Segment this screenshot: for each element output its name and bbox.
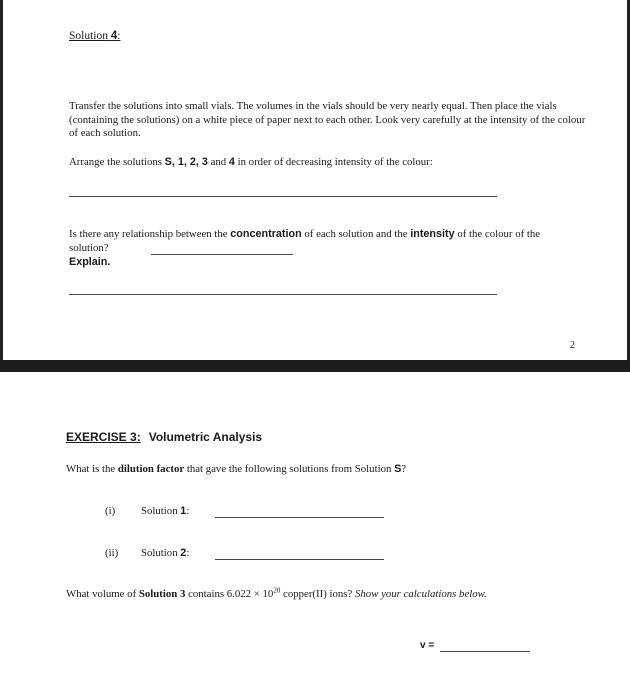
exercise-3-title: EXERCISE 3: Volumetric Analysis xyxy=(66,430,263,444)
solution-2-answer-line[interactable] xyxy=(215,559,384,560)
v-answer-line[interactable] xyxy=(440,651,530,652)
page-number: 2 xyxy=(570,340,575,351)
worksheet-page-bottom xyxy=(0,372,630,700)
dilution-question: What is the dilution factor that gave the following solutions from Solution S? xyxy=(66,463,407,475)
arrange-question: Arrange the solutions S, 1, 2, 3 and 4 in order of decreasing intensity of the colour: xyxy=(69,156,433,168)
v-label: v = xyxy=(420,640,435,651)
transfer-instructions: Transfer the solutions into small vials. The volumes in the vials should be very nearly equal. Then place the vials (containing the solutions) on a white piece of paper next to each other. Look very carefully at the intensity of the colour of each solution. xyxy=(69,100,586,139)
solution-1-answer-line[interactable] xyxy=(215,517,384,518)
explain-answer-line[interactable] xyxy=(69,294,497,295)
page-divider xyxy=(0,360,630,372)
solution-1-label: Solution 1: xyxy=(141,505,190,517)
relationship-question: Is there any relationship between the concentration of each solution and the intensity of the colour of the solution? xyxy=(69,228,541,254)
item-number-i: (i) xyxy=(105,505,116,517)
explain-label: Explain. xyxy=(69,256,111,268)
item-number-ii: (ii) xyxy=(105,547,119,559)
relationship-answer-line[interactable] xyxy=(151,254,293,255)
volume-question: What volume of Solution 3 contains $6.022 \times 10^{20}$ copper(II) ions? Show your calculations below. xyxy=(66,586,487,600)
solution-4-heading: Solution 4: xyxy=(69,30,121,42)
solution-2-label: Solution 2: xyxy=(141,547,190,559)
arrange-answer-line[interactable] xyxy=(69,196,497,197)
